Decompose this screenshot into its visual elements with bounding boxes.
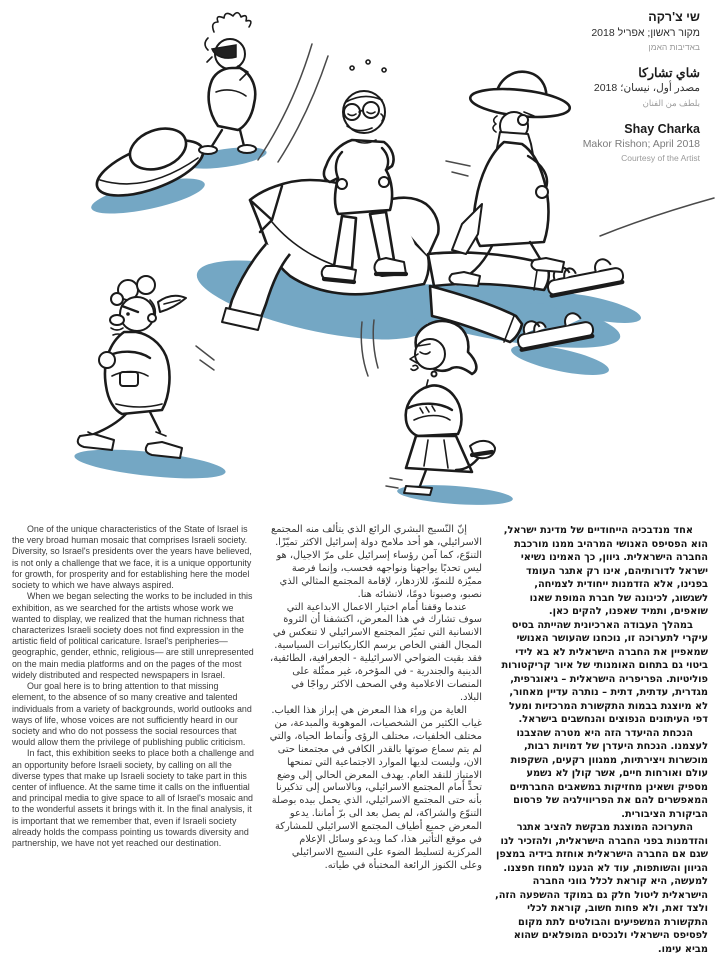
source-arabic: مصدر أول، نيسان؛ 2018 [593, 82, 700, 95]
dropped-kippah-icon [158, 296, 186, 312]
column-english [12, 524, 254, 849]
paragraph: إنّ النّسيج البشري الرائع الذي يتألف منه المجتمع الاسرائيلي، هو أحد ملامح دولة إسرائيل الاكثر تميّزًا. التنوّع، كما آمن رؤساء إسرائيل على مرّ الاجيال، هو ليس تحديًا يواجهنا ونواجهه فحسب، وإنما فرصة مميّزة للنموّ، للازدهار، لإقامة المجتمع المثالي الذي نصبو، وصبونا دومًا، لانشائه هنا. [271, 524, 482, 600]
column-arabic [267, 524, 482, 873]
courtesy-hebrew: באדיבות האמן [648, 41, 700, 52]
credit-hebrew [510, 10, 700, 53]
artist-name-english: Shay Charka [624, 121, 700, 136]
credit-english [510, 122, 700, 165]
paragraph: الغاية من وراء هذا المعرض هي إبراز هذا الغياب. غياب الكثير من الشخصيات، الموهوبة والمبدعة، من مختلف الخلفيات، مختلف الرؤى وأنماط الحياة، والتي لم يتم سماع صوتها بالقدر الكافي في مجتمعنا حتى الان، وليست لديها الموارد الاجتماعية التي تمنحها الامتياز للنقد العام. يهدف المعرض الحالي إلى وضع تحدٍّ أمام المجتمع الاسرائيلي، وبالاساس إلى تذكيرنا بأنه حتى المجتمع الاسرائيلي، الذي يحمل بيده بوصلة التنوّع والشراكة، لم يصل بعد الى برّ أماننا. يدعو المعرض جميع أطياف المجتمع الاسرائيلي للمشاركة في موقع التأثير هذا، كما ويدعو وسائل الإعلام المركزية لتسليط الضوء على النسيج الاسرائيلي وعلى الكنوز الرائعة المختبأة في طياته. [269, 704, 482, 871]
artist-name-arabic: شاي تشاركا [638, 65, 700, 80]
walking-character-woman [404, 321, 495, 495]
paragraph: התערוכה המוצגת מבקשת להציב אתגר והזדמנות בפני החברה הישראלית, ולהזכיר לנו שגם אם החברה הישראלית אוחזת בידיה במצפן הגיוון והשותפות, עוד לא הגענו למחוז חפצנו. למעשה, היא קוראת לכלל גווני החברה הישראלית ליטול חלק גם במוקד ההשפעה הזה, ולצד זאת, ולא פחות חשוב, קוראת לכלי התקשורת המשפיעים והבולטים לתת מקום לפסיפס הישראלי ולנכסים המופלאים שהוא מביא עימו. [495, 822, 708, 955]
source-english: Makor Rishon; April 2018 [582, 138, 700, 151]
artist-credits [510, 10, 700, 177]
paragraph: אחד מנדבכיה הייחודיים של מדינת ישראל, הוא הפסיפס האנושי המרהיב ממנו מורכבת החברה הישראלית. גיוון, כך האמינו נשיאי ישראל לדורותיהם, אינו רק אתגר העומד בפנינו, אלא הזדמנות ייחודית לצמיחה, לשגשוג, לכינונה של חברת המופת שאנו שואפים, ותמיד שאפנו, להקים כאן. [503, 525, 708, 618]
courtesy-english: Courtesy of the Artist [621, 153, 700, 164]
courtesy-arabic: بلطف من الفنان [642, 97, 700, 108]
paragraph: הנכחת ההיעדר הזה היא מטרה שהצבנו לעצמנו. הנכחת היעדרן של דמויות רבות, מוכשרות ויצירתיות, ממגוון רקעים, השקפות עולם ואורחות חיים, אשר קולן לא נשמע מספיק ושאינן מחזיקות במשאבים החברתיים המאפשרים להם את הפריווילגיה של פרסום הביקורת הציבורית. [509, 727, 708, 820]
paragraph: One of the unique characteristics of the State of Israel is the very broad human mosaic that comprises Israeli society. Diversity, so Israel's presidents over the years have believed, is not only a challenge that we face, it is a unique opportunity for growth, for prosperity and for establishing here the model society to which we have always aspired. [12, 524, 252, 591]
credit-arabic [510, 66, 700, 109]
paragraph: When we began selecting the works to be included in this exhibition, as we searched for the artists whose work we wanted to display, we realized that the human richness that characterizes Israeli society does not find expression in the artistic field of political caricature. Israel's peripheries— geographic, gender, ethnic, religious— are still unrepresented on the main media platforms and on the pages of the most widely distributed and respected newspapers in Israel. [12, 591, 254, 680]
paragraph: במהלך העבודה הארכיונית שהייתה בסיס עיקרי לתערוכה זו, נוכחנו שהעושר האנושי שמאפיין את החברה הישראלית לא בא לידי ביטוי גם בתחום האומנותי של איור קריקטורות פוליטיות. הפריפריה הישראלית – גיאוגרפית, מגדרית, עדתית, דתית – נותרה עדיין מאחור, לא מיוצגת בבמות התקשורת המרכזיות ומעל דפי העיתונים הנפוצים והנחשבים בישראל. [501, 619, 708, 726]
artist-name-hebrew: שי צ'רקה [648, 10, 700, 24]
essay-columns [12, 524, 708, 957]
column-hebrew [495, 524, 708, 957]
source-hebrew: מקור ראשון; אפריל 2018 [591, 26, 700, 39]
paragraph: Our goal here is to bring attention to that missing element, to the absence of so many creative and talented individuals from a variety of backgrounds, world outlooks and ways of life, whose voices are not sufficiently heard in our society and who do not possess the social resources that would allow them the privilege of publishing public criticism. [12, 681, 252, 748]
paragraph: عندما وقفنا أمام اختيار الاعمال الابداعية التي سوف تشارك في هذا المعرض، اكتشفنا أن الثروة الانسانية التي تميّز المجتمع الاسرائيلي لا تنعكس في المجال الفني الخاص برسم الكاريكاتيرات السياسية. فقد بقيت الضواحي الاسرائيلية - الجغرافية، الطائفية، الدينية والجندرية - في المؤخرة، غير ممثّلة على المنصات الاعلامية وفي الصحف الاكثر رواجًا في البلاد. [270, 601, 482, 703]
paragraph: In fact, this exhibition seeks to place both a challenge and an opportunity before Israeli society, by calling on all the diverse types that make up Israeli society to take part in this center of influence. At the same time it calls on the influential and principal media to give space to all of Israel's mosaic and to the wonderful assets it brings with it. In the final analysis, it is important that we remember that, even if Israeli society already holds the compass pointing us towards diversity and partnership, we have not yet reached our destination. [12, 748, 254, 849]
walking-character-sunglasses [199, 13, 256, 154]
